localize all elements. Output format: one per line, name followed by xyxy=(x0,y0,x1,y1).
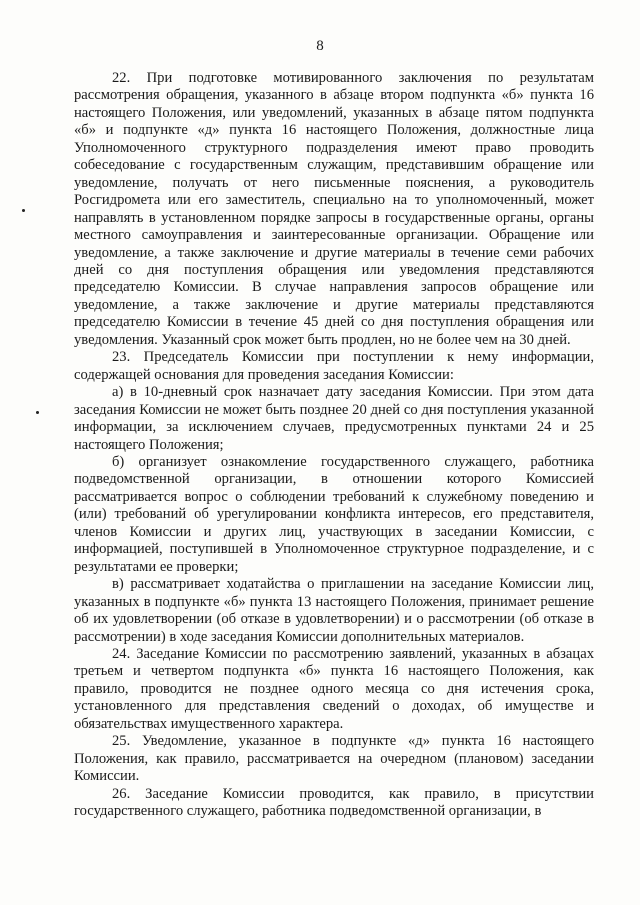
scan-speck xyxy=(36,411,39,414)
paragraph-25: 25. Уведомление, указанное в подпункте «д» пункта 16 настоящего Положения, как правило, рассматривается на очередном (плановом) заседании Комиссии. xyxy=(74,733,594,785)
subparagraph-23-b: б) организует ознакомление государственного служащего, работника подведомственной организации, в отношении которого Комиссией рассматривается вопрос о соблюдении требований к служебному поведению и (или) требований об урегулировании конфликта интересов, его представителя, членов Комиссии и других лиц, участвующих в заседании Комиссии, с информацией, поступившей в Уполномоченное структурное подразделение, и с результатами ее проверки; xyxy=(74,453,594,575)
document-body xyxy=(74,70,594,820)
paragraph-23: 23. Председатель Комиссии при поступлении к нему информации, содержащей основания для проведения заседания Комиссии: xyxy=(74,349,594,383)
paragraph-24: 24. Заседание Комиссии по рассмотрению заявлений, указанных в абзацах третьем и четвертом подпункта «б» пункта 16 настоящего Положения, как правило, проводится не позднее одного месяца со дня истечения срока, установленного для представления сведений о доходах, об имуществе и обязательствах имущественного характера. xyxy=(74,645,594,732)
subparagraph-23-a: а) в 10-дневный срок назначает дату заседания Комиссии. При этом дата заседания Комиссии не может быть позднее 20 дней со дня поступления указанной информации, за исключением случаев, предусмотренных пунктами 24 и 25 настоящего Положения; xyxy=(74,384,594,453)
paragraph-26: 26. Заседание Комиссии проводится, как правило, в присутствии государственного служащего, работника подведомственной организации, в xyxy=(74,785,594,820)
scan-speck xyxy=(22,209,25,212)
paragraph-22: 22. При подготовке мотивированного заключения по результатам рассмотрения обращения, указанного в абзаце втором подпункта «б» пункта 16 настоящего Положения, или уведомлений, указанных в абзаце пятом подпункта «б» и подпункте «д» пункта 16 настоящего Положения, должностные лица Уполномоченного структурного подразделения имеют право проводить собеседование с государственным служащим, представившим обращение или уведомление, получать от него письменные пояснения, а руководитель Росгидромета или его заместитель, специально на то уполномоченный, может направлять в установленном порядке запросы в государственные органы, органы местного самоуправления и заинтересованные организации. Обращение или уведомление, а также заключение и другие материалы в течение семи рабочих дней со дня поступления обращения или уведомления представляются председателю Комиссии. В случае направления запросов обращение или уведомление, а также заключение и другие материалы представляются председателю Комиссии в течение 45 дней со дня поступления обращения или уведомления. Указанный срок может быть продлен, но не более чем на 30 дней. xyxy=(74,70,594,348)
page-number: 8 xyxy=(316,38,324,54)
subparagraph-23-v: в) рассматривает ходатайства о приглашении на заседание Комиссии лиц, указанных в подпункте «б» пункта 13 настоящего Положения, принимает решение об их удовлетворении (об отказе в удовлетворении) и о рассмотрении (об отказе в рассмотрении) в ходе заседания Комиссии дополнительных материалов. xyxy=(74,576,594,645)
